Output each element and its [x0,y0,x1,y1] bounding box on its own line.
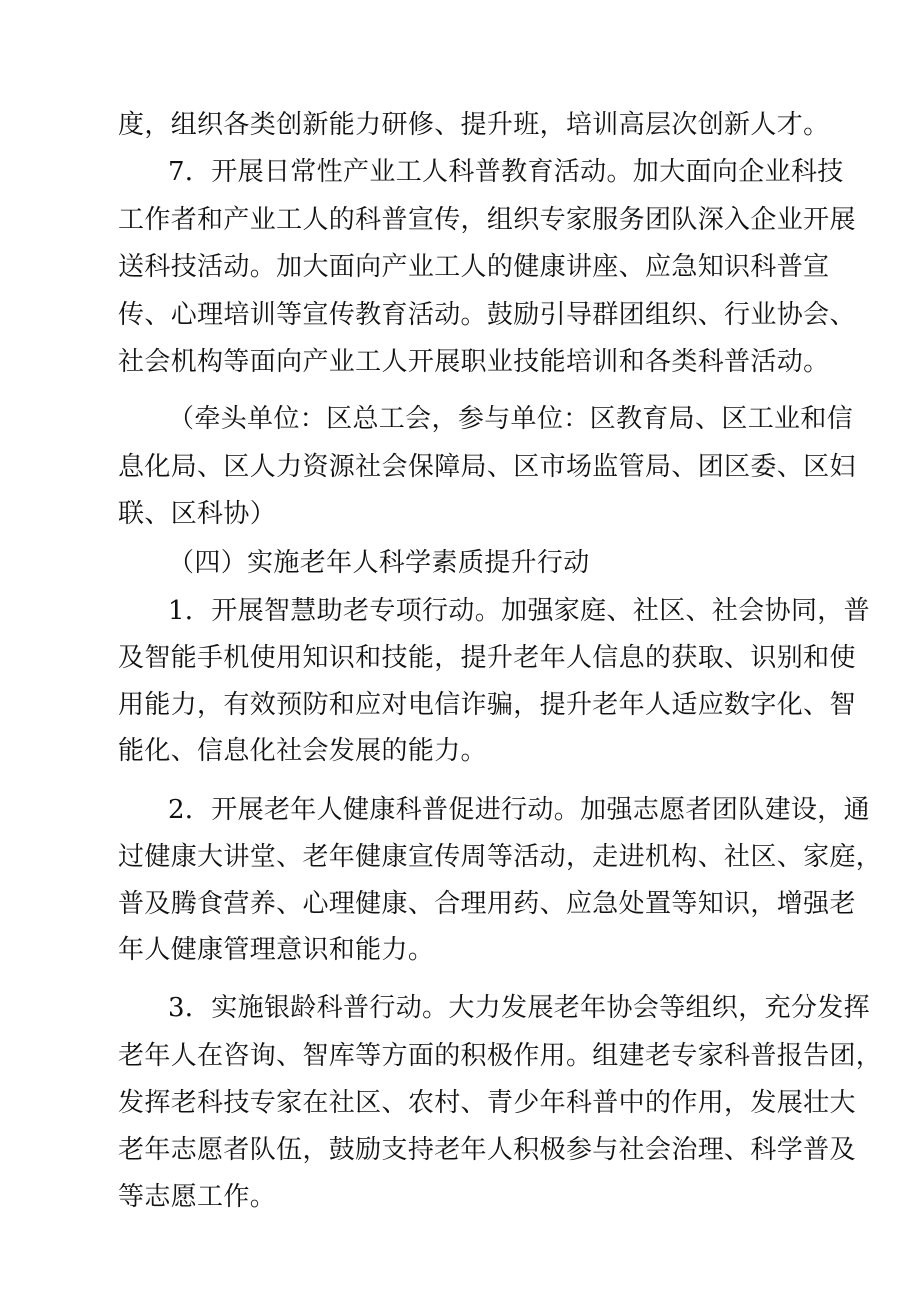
text-line: 1．开展智慧助老专项行动。加强家庭、社区、社会协同，普 [168,596,870,626]
text-line: 过健康大讲堂、老年健康宣传周等活动，走进机构、社区、家庭， [118,842,883,872]
text-line: 老年志愿者队伍，鼓励支持老年人积极参与社会治理、科学普及 [118,1135,856,1165]
text-line: 联、区科协） [118,499,277,529]
section-heading: （四）实施老年人科学素质提升行动 [168,548,590,578]
text-line: 息化局、区人力资源社会保障局、区市场监管局、团区委、区妇 [118,452,856,482]
text-line: 等志愿工作。 [118,1182,277,1212]
text-line: 年人健康管理意识和能力。 [118,935,435,965]
text-line: 社会机构等面向产业工人开展职业技能培训和各类科普活动。 [118,347,830,377]
text-line: 工作者和产业工人的科普宣传，组织专家服务团队深入企业开展 [118,205,856,235]
text-line: 及智能手机使用知识和技能，提升老年人信息的获取、识别和使 [118,643,856,673]
text-line: 度，组织各类创新能力研修、提升班，培训高层次创新人才。 [118,110,830,140]
text-line: 3．实施银龄科普行动。大力发展老年协会等组织，充分发挥 [168,993,870,1023]
text-line: 送科技活动。加大面向产业工人的健康讲座、应急知识科普宣 [118,252,830,282]
text-line: （牵头单位：区总工会，参与单位：区教育局、区工业和信 [168,404,854,434]
text-line: 2．开展老年人健康科普促进行动。加强志愿者团队建设，通 [168,795,870,825]
text-line: 发挥老科技专家在社区、农村、青少年科普中的作用，发展壮大 [118,1088,856,1118]
text-line: 传、心理培训等宣传教育活动。鼓励引导群团组织、行业协会、 [118,300,856,330]
text-line: 7．开展日常性产业工人科普教育活动。加大面向企业科技 [168,157,844,187]
text-line: 用能力，有效预防和应对电信诈骗，提升老年人适应数字化、智 [118,690,856,720]
text-line: 能化、信息化社会发展的能力。 [118,736,487,766]
text-line: 老年人在咨询、智库等方面的积极作用。组建老专家科普报告团， [118,1041,883,1071]
text-line: 普及腾食营养、心理健康、合理用药、应急处置等知识，增强老 [118,889,856,919]
